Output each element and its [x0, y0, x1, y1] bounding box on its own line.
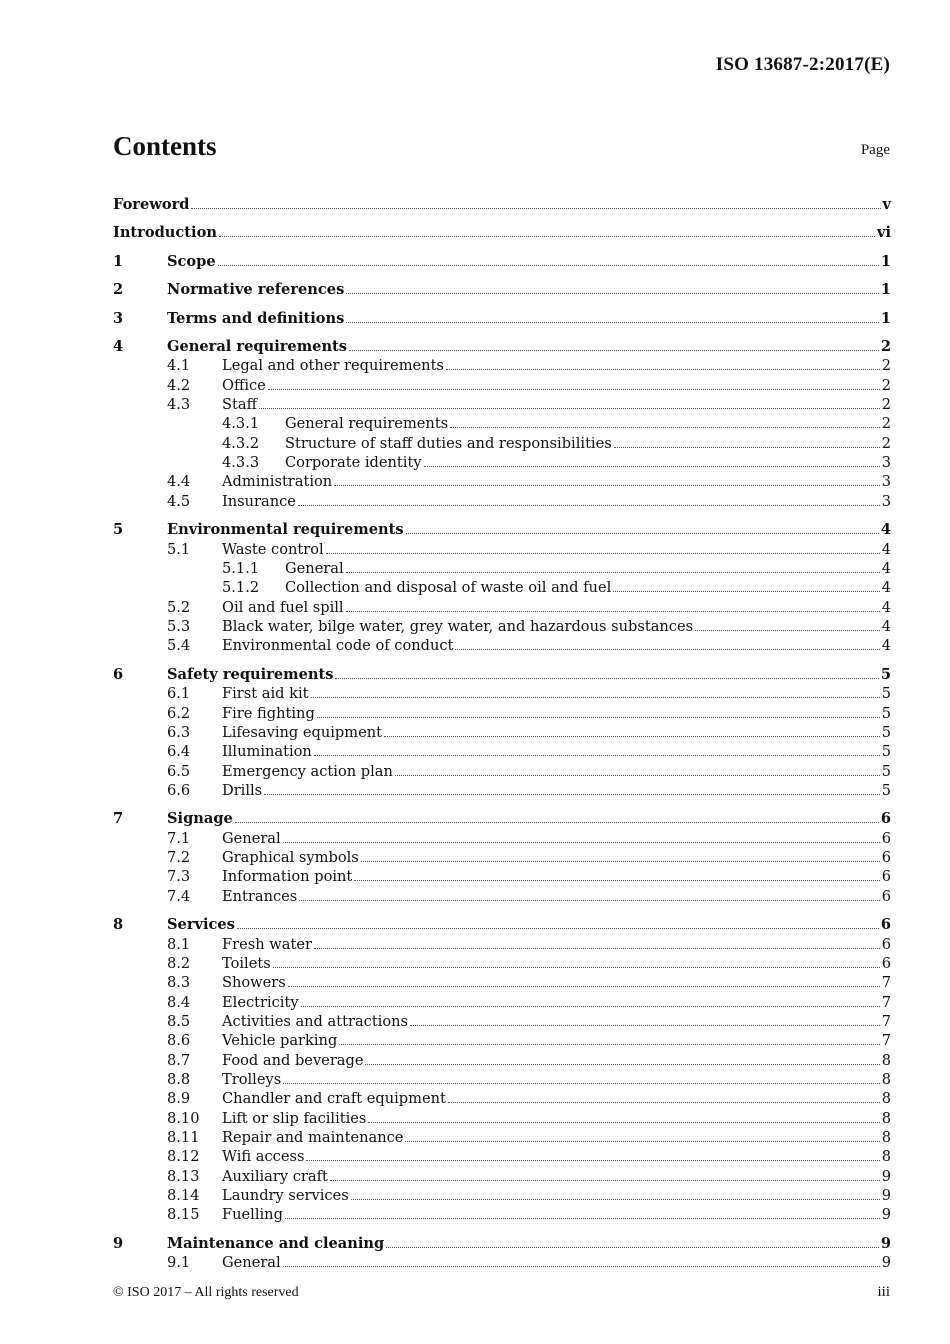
toc-entry[interactable]: [113, 1146, 891, 1165]
toc-entry-number: 8.3: [167, 974, 191, 992]
toc-dot-leader: [613, 590, 879, 592]
toc-entry[interactable]: [113, 953, 891, 972]
toc-entry-title: Safety requirements: [167, 665, 334, 683]
toc-entry-page: 1: [880, 309, 891, 327]
toc-entry-title: Legal and other requirements: [222, 357, 444, 375]
toc-entry[interactable]: [113, 780, 891, 799]
toc-entry[interactable]: [113, 1011, 891, 1030]
toc-entry[interactable]: [113, 905, 891, 934]
toc-entry-title: Environmental requirements: [167, 521, 404, 539]
toc-entry-page: 3: [881, 454, 891, 472]
toc-entry[interactable]: [113, 374, 891, 393]
toc-entry-number: 5.2: [167, 598, 191, 616]
toc-entry-page: 2: [880, 338, 891, 355]
toc-entry[interactable]: [113, 1185, 891, 1204]
toc-entry-title: Administration: [222, 473, 333, 491]
toc-entry-page: 4: [881, 540, 891, 558]
toc-entry[interactable]: [113, 683, 891, 702]
toc-entry-page: 3: [881, 473, 891, 491]
toc-dot-leader: [218, 264, 879, 266]
toc-entry-page: 8: [881, 1051, 891, 1069]
table-of-contents: [113, 184, 891, 1271]
toc-entry-number: 4.1: [167, 357, 191, 375]
page-number: iii: [877, 1284, 890, 1300]
toc-entry-number: 7.2: [167, 849, 191, 867]
toc-dot-leader: [326, 552, 880, 554]
toc-entry-page: 5: [880, 665, 891, 683]
toc-entry-page: 5: [881, 781, 891, 799]
toc-entry-page: 6: [880, 916, 891, 934]
toc-entry-title: Food and beverage: [222, 1051, 364, 1069]
toc-entry-page: 7: [881, 974, 891, 992]
toc-entry-title: General: [222, 1254, 281, 1272]
toc-entry-number: 8.11: [167, 1129, 200, 1147]
copyright-notice: © ISO 2017 – All rights reserved: [113, 1285, 299, 1300]
toc-entry-title: Signage: [167, 810, 233, 828]
toc-entry-title: Toilets: [222, 954, 271, 972]
toc-entry-title: Information point: [222, 868, 353, 886]
toc-entry-title: Corporate identity: [285, 454, 422, 472]
toc-entry-title: Emergency action plan: [222, 762, 393, 780]
toc-entry-title: Fuelling: [222, 1206, 283, 1224]
toc-entry-number: 8.7: [167, 1051, 191, 1069]
toc-dot-leader: [301, 1005, 880, 1007]
toc-dot-leader: [335, 677, 878, 679]
toc-dot-leader: [351, 1198, 880, 1200]
toc-entry-title: Graphical symbols: [222, 849, 359, 867]
toc-entry-page: 7: [881, 1012, 891, 1030]
toc-dot-leader: [237, 927, 879, 929]
toc-entry-title: Office: [222, 376, 266, 394]
toc-dot-leader: [455, 648, 879, 650]
toc-entry-page: 6: [881, 868, 891, 886]
toc-entry-page: 9: [881, 1254, 891, 1272]
toc-entry-number: 4.2: [167, 376, 191, 394]
toc-entry[interactable]: [113, 355, 891, 374]
page-column-label: Page: [860, 142, 890, 158]
toc-entry-title: Lift or slip facilities: [222, 1109, 367, 1127]
toc-entry-title: Entrances: [222, 887, 298, 905]
toc-entry-number: 5.1.2: [222, 579, 260, 597]
toc-entry-page: 7: [881, 993, 891, 1011]
toc-entry[interactable]: [113, 1088, 891, 1107]
toc-entry-title: Staff: [222, 396, 257, 414]
toc-dot-leader: [346, 292, 879, 294]
toc-entry[interactable]: [113, 827, 891, 846]
toc-dot-leader: [346, 321, 878, 323]
toc-entry[interactable]: [113, 1165, 891, 1184]
document-id: ISO 13687-2:2017(E): [715, 54, 890, 75]
toc-dot-leader: [311, 696, 880, 698]
toc-entry-page: 5: [881, 723, 891, 741]
toc-entry-title: Services: [167, 916, 235, 934]
toc-entry-page: 1: [880, 252, 891, 270]
toc-entry[interactable]: [113, 577, 891, 596]
toc-entry-title: Illumination: [222, 743, 312, 761]
toc-entry-page: 2: [881, 415, 891, 433]
toc-entry[interactable]: [113, 490, 891, 509]
toc-dot-leader: [314, 754, 880, 756]
toc-entry-title: Chandler and craft equipment: [222, 1090, 446, 1108]
toc-entry-page: vi: [876, 224, 891, 241]
toc-dot-leader: [695, 629, 880, 631]
toc-entry[interactable]: [113, 635, 891, 654]
toc-entry-title: Trolleys: [222, 1071, 282, 1088]
toc-entry[interactable]: [113, 799, 891, 828]
toc-entry-title: General requirements: [285, 415, 449, 433]
toc-entry[interactable]: [113, 184, 891, 213]
toc-entry-title: Lifesaving equipment: [222, 723, 383, 741]
toc-entry-title: Fire fighting: [222, 704, 315, 722]
toc-entry-title: Vehicle parking: [222, 1032, 338, 1050]
toc-dot-leader: [406, 532, 879, 534]
toc-entry[interactable]: [113, 327, 891, 356]
toc-entry-number: 5.4: [167, 637, 191, 655]
toc-entry[interactable]: [113, 741, 891, 760]
toc-entry-page: 6: [881, 829, 891, 847]
toc-entry[interactable]: [113, 991, 891, 1010]
toc-entry-page: 4: [881, 579, 891, 597]
toc-entry[interactable]: [113, 1223, 891, 1252]
toc-entry-page: 8: [881, 1129, 891, 1147]
toc-dot-leader: [346, 610, 880, 612]
toc-entry-number: 5.1: [167, 540, 191, 558]
toc-entry-title: First aid kit: [222, 685, 309, 703]
toc-entry-title: Laundry services: [222, 1187, 349, 1205]
toc-entry-number: 8.10: [167, 1109, 200, 1127]
toc-entry[interactable]: [113, 885, 891, 904]
toc-entry-number: 8.15: [167, 1206, 200, 1224]
toc-entry[interactable]: [113, 1204, 891, 1223]
toc-dot-leader: [405, 1140, 879, 1142]
toc-entry-number: 6.6: [167, 781, 191, 799]
toc-entry[interactable]: [113, 394, 891, 413]
toc-dot-leader: [446, 368, 880, 370]
toc-entry-page: 3: [881, 492, 891, 510]
toc-entry-number: 2: [113, 281, 124, 298]
toc-entry-page: 6: [881, 954, 891, 972]
toc-dot-leader: [283, 1265, 880, 1267]
toc-entry-number: 4.3.3: [222, 454, 260, 472]
toc-entry-number: 7.3: [167, 868, 191, 886]
toc-entry-title: Repair and maintenance: [222, 1129, 404, 1147]
toc-entry-page: 2: [881, 434, 891, 452]
toc-entry[interactable]: [113, 702, 891, 721]
toc-dot-leader: [334, 484, 880, 486]
toc-dot-leader: [448, 1101, 880, 1103]
toc-entry-number: 8.5: [167, 1012, 191, 1030]
toc-entry-number: 1: [113, 252, 124, 270]
toc-entry[interactable]: [113, 1127, 891, 1146]
toc-dot-leader: [365, 1063, 879, 1065]
toc-entry[interactable]: [113, 760, 891, 779]
toc-entry-page: 4: [881, 559, 891, 577]
toc-entry-number: 4.3.1: [222, 415, 260, 433]
toc-entry-page: 2: [881, 357, 891, 375]
toc-entry-page: 9: [881, 1206, 891, 1224]
toc-entry-title: Structure of staff duties and responsibilities: [285, 434, 612, 452]
toc-entry-number: 6.5: [167, 762, 191, 780]
toc-entry-number: 8.6: [167, 1032, 191, 1050]
toc-entry-page: 5: [881, 743, 891, 761]
toc-entry-number: 5: [113, 521, 124, 539]
toc-entry[interactable]: [113, 1069, 891, 1088]
toc-dot-leader: [395, 774, 880, 776]
toc-dot-leader: [268, 388, 880, 390]
toc-dot-leader: [288, 985, 880, 987]
toc-entry-title: General requirements: [167, 338, 348, 355]
toc-entry-page: 5: [881, 704, 891, 722]
toc-entry[interactable]: [113, 866, 891, 885]
toc-entry-page: 6: [881, 849, 891, 867]
toc-entry-number: 4: [113, 338, 124, 355]
toc-entry-number: 7.1: [167, 829, 191, 847]
toc-dot-leader: [283, 841, 880, 843]
toc-entry[interactable]: [113, 1107, 891, 1126]
toc-entry[interactable]: [113, 847, 891, 866]
toc-dot-leader: [235, 821, 879, 823]
toc-entry-title: General: [222, 829, 281, 847]
toc-entry[interactable]: [113, 432, 891, 451]
toc-entry[interactable]: [113, 616, 891, 635]
toc-entry-number: 9.1: [167, 1254, 191, 1272]
toc-entry-page: 8: [881, 1148, 891, 1166]
toc-entry-number: 5.1.1: [222, 559, 260, 577]
toc-entry-number: 7: [113, 810, 124, 828]
toc-entry-page: 4: [880, 521, 891, 539]
toc-entry-title: Maintenance and cleaning: [167, 1234, 385, 1252]
toc-dot-leader: [259, 407, 880, 409]
toc-dot-leader: [424, 465, 880, 467]
toc-entry-page: 6: [881, 935, 891, 953]
toc-entry-title: Showers: [222, 974, 286, 992]
toc-entry[interactable]: [113, 1049, 891, 1068]
toc-entry-title: Insurance: [222, 492, 296, 510]
toc-entry[interactable]: [113, 413, 891, 432]
toc-entry[interactable]: [113, 270, 891, 299]
toc-entry-number: 5.3: [167, 617, 191, 635]
toc-dot-leader: [314, 947, 880, 949]
contents-title: Contents: [113, 131, 217, 161]
toc-entry-number: 4.3.2: [222, 434, 260, 452]
toc-dot-leader: [354, 879, 879, 881]
toc-entry-page: 9: [880, 1234, 891, 1252]
toc-dot-leader: [317, 716, 880, 718]
toc-entry-number: 4.5: [167, 492, 191, 510]
toc-entry-title: Normative references: [167, 281, 345, 298]
toc-dot-leader: [386, 1246, 879, 1248]
toc-dot-leader: [330, 1179, 880, 1181]
toc-dot-leader: [368, 1121, 879, 1123]
toc-entry-number: 6.4: [167, 743, 191, 761]
toc-dot-leader: [339, 1043, 879, 1045]
toc-entry[interactable]: [113, 452, 891, 471]
toc-entry-number: 8.4: [167, 993, 191, 1011]
toc-entry-title: Introduction: [113, 224, 217, 241]
toc-dot-leader: [219, 235, 875, 237]
toc-entry-number: 8.14: [167, 1187, 200, 1205]
toc-entry-title: Terms and definitions: [167, 309, 345, 327]
toc-entry-page: 4: [881, 617, 891, 635]
toc-entry-page: 4: [881, 598, 891, 616]
toc-entry-number: 8.8: [167, 1071, 191, 1088]
toc-entry-title: Fresh water: [222, 935, 312, 953]
toc-dot-leader: [285, 1217, 880, 1219]
toc-dot-leader: [349, 349, 879, 351]
toc-entry[interactable]: [113, 241, 891, 270]
toc-entry-number: 4.3: [167, 396, 191, 414]
toc-dot-leader: [410, 1024, 880, 1026]
toc-entry-number: 6.1: [167, 685, 191, 703]
toc-entry[interactable]: [113, 1030, 891, 1049]
toc-entry-page: 8: [881, 1071, 891, 1088]
toc-dot-leader: [191, 207, 880, 209]
toc-entry[interactable]: [113, 933, 891, 952]
toc-entry-page: 9: [881, 1167, 891, 1185]
toc-entry-number: 8.2: [167, 954, 191, 972]
toc-dot-leader: [273, 966, 880, 968]
toc-entry-page: 8: [881, 1109, 891, 1127]
toc-entry-title: Wifi access: [222, 1148, 305, 1166]
toc-entry-title: Black water, bilge water, grey water, and hazardous substances: [222, 617, 694, 635]
toc-entry-page: 9: [881, 1187, 891, 1205]
toc-entry[interactable]: [113, 558, 891, 577]
toc-entry[interactable]: [113, 722, 891, 741]
toc-dot-leader: [450, 426, 880, 428]
toc-entry[interactable]: [113, 1252, 891, 1271]
toc-dot-leader: [299, 899, 879, 901]
toc-entry-page: 6: [880, 810, 891, 828]
toc-entry[interactable]: [113, 538, 891, 557]
toc-entry-page: v: [882, 195, 891, 213]
toc-entry-title: Collection and disposal of waste oil and fuel: [285, 579, 612, 597]
toc-entry-number: 9: [113, 1234, 124, 1252]
toc-dot-leader: [283, 1082, 880, 1084]
toc-entry[interactable]: [113, 510, 891, 539]
toc-entry-number: 4.4: [167, 473, 191, 491]
toc-entry-page: 2: [881, 396, 891, 414]
toc-entry-title: Auxiliary craft: [222, 1167, 328, 1185]
toc-entry[interactable]: [113, 972, 891, 991]
toc-entry-title: Drills: [222, 781, 263, 799]
toc-entry-title: Oil and fuel spill: [222, 598, 344, 616]
toc-entry-number: 6.2: [167, 704, 191, 722]
toc-entry-number: 8.1: [167, 935, 191, 953]
toc-entry-page: 6: [881, 887, 891, 905]
toc-entry-title: Scope: [167, 252, 216, 270]
toc-entry-number: 8.13: [167, 1167, 200, 1185]
toc-entry-number: 8.12: [167, 1148, 200, 1166]
toc-entry[interactable]: [113, 596, 891, 615]
toc-entry-title: Foreword: [113, 195, 190, 213]
toc-entry-page: 1: [880, 281, 891, 298]
toc-entry-number: 8: [113, 916, 124, 934]
toc-entry-page: 8: [881, 1090, 891, 1108]
toc-entry-title: General: [285, 559, 344, 577]
toc-entry-page: 5: [881, 762, 891, 780]
toc-entry[interactable]: [113, 298, 891, 327]
toc-entry[interactable]: [113, 213, 891, 242]
toc-dot-leader: [306, 1159, 879, 1161]
toc-entry-number: 7.4: [167, 887, 191, 905]
toc-entry[interactable]: [113, 654, 891, 683]
toc-dot-leader: [614, 446, 880, 448]
toc-dot-leader: [264, 793, 880, 795]
toc-entry-number: 6: [113, 665, 124, 683]
toc-entry-number: 8.9: [167, 1090, 191, 1108]
toc-entry-number: 3: [113, 309, 124, 327]
toc-dot-leader: [384, 735, 880, 737]
toc-entry-number: 6.3: [167, 723, 191, 741]
toc-entry-page: 2: [881, 376, 891, 394]
toc-entry[interactable]: [113, 471, 891, 490]
toc-dot-leader: [346, 571, 880, 573]
toc-entry-page: 4: [881, 637, 891, 655]
toc-dot-leader: [298, 504, 880, 506]
toc-entry-title: Electricity: [222, 993, 299, 1011]
toc-entry-page: 5: [881, 685, 891, 703]
toc-entry-title: Environmental code of conduct: [222, 637, 454, 655]
toc-dot-leader: [361, 860, 880, 862]
toc-entry-title: Waste control: [222, 540, 324, 558]
toc-entry-page: 7: [881, 1032, 891, 1050]
toc-entry-title: Activities and attractions: [222, 1012, 409, 1030]
